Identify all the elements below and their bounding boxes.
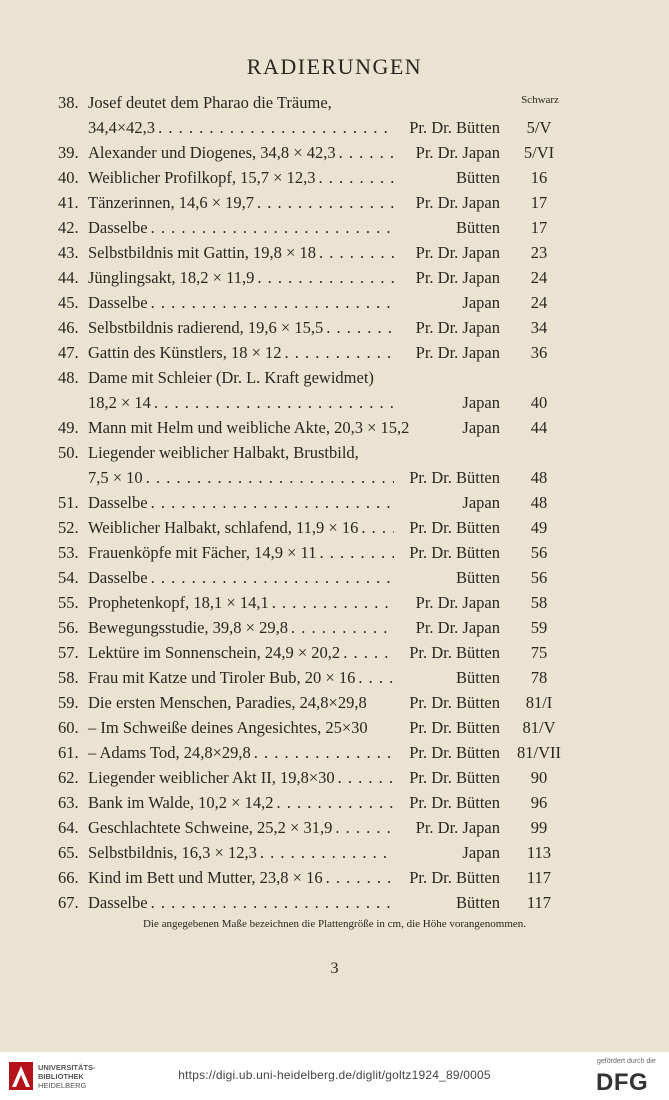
entry-leader: [88, 815, 394, 840]
entry-line: [0, 665, 669, 690]
entry-number: 41.: [58, 193, 79, 212]
entry-title: Mann mit Helm und weibliche Akte, 20,3 × 15,2: [88, 418, 410, 437]
entry-leader: [88, 690, 394, 715]
entry-price: 5/VI: [523, 143, 555, 162]
entry-line-continued: [0, 390, 669, 415]
entry-leader: [88, 840, 394, 865]
entry-print-type: Pr. Dr. Japan: [415, 243, 500, 262]
entry-title: Dasselbe: [88, 568, 148, 587]
entry-title: Dasselbe: [88, 293, 148, 312]
entry-print-type: Japan: [462, 493, 500, 512]
entry-print-type: Bütten: [456, 893, 500, 912]
entry-line: [0, 690, 669, 715]
leader-dots: [148, 290, 394, 315]
entry-price: 81/VII: [517, 743, 561, 762]
entry-title: Dasselbe: [88, 893, 148, 912]
entry-leader: [88, 415, 410, 440]
entry-line: [0, 415, 669, 440]
entry-title: Selbstbildnis mit Gattin, 19,8 × 18: [88, 243, 316, 262]
leader-dots: [274, 790, 395, 815]
entry-price: 90: [530, 768, 548, 787]
entry-line: [0, 890, 669, 915]
entry-leader: [88, 215, 394, 240]
entry-title: Dasselbe: [88, 493, 148, 512]
entry-line: [0, 140, 669, 165]
sponsor-label: gefördert durch die: [597, 1058, 656, 1065]
entry-title: Die ersten Menschen, Paradies, 24,8×29,8: [88, 693, 367, 712]
entry-line: [0, 165, 669, 190]
entry-title: Liegender weiblicher Akt II, 19,8×30: [88, 768, 335, 787]
leader-dots: [155, 115, 394, 140]
entry-number: 46.: [58, 318, 79, 337]
leader-dots: [148, 565, 394, 590]
entry-print-type: Pr. Dr. Bütten: [409, 468, 500, 487]
entry-line: [0, 865, 669, 890]
entry-number: 67.: [58, 893, 79, 912]
entry-number: 51.: [58, 493, 79, 512]
entry-print-type: Bütten: [456, 568, 500, 587]
entry-print-type: Pr. Dr. Bütten: [409, 768, 500, 787]
entry-print-type: Pr. Dr. Bütten: [409, 118, 500, 137]
entry-price: 44: [530, 418, 548, 437]
leader-dots: [332, 815, 394, 840]
entry-price: 48: [530, 493, 548, 512]
footnote: Die angegebenen Maße bezeichnen die Plattengröße in cm, die Höhe vorangenommen.: [142, 918, 527, 930]
leader-dots: [355, 665, 394, 690]
entry-price: 34: [530, 318, 548, 337]
leader-dots: [148, 490, 394, 515]
entry-print-type: Pr. Dr. Bütten: [409, 693, 500, 712]
leader-dots: [340, 640, 394, 665]
entry-leader: [88, 540, 394, 565]
entry-title: Lektüre im Sonnenschein, 24,9 × 20,2: [88, 643, 341, 662]
entry-number: 38.: [58, 93, 79, 112]
entry-price: 36: [530, 343, 548, 362]
leader-dots: [151, 390, 394, 415]
entry-print-type: Pr. Dr. Japan: [415, 593, 500, 612]
library-name: UNIVERSITÄTS- BIBLIOTHEK HEIDELBERG: [38, 1063, 96, 1090]
leader-dots: [269, 590, 394, 615]
entry-line: [0, 365, 669, 390]
entry-price: 48: [530, 468, 548, 487]
entry-leader: [88, 265, 394, 290]
entry-print-type: Pr. Dr. Bütten: [409, 543, 500, 562]
entry-price: 113: [526, 843, 552, 862]
leader-dots: [254, 190, 394, 215]
entry-print-type: Pr. Dr. Bütten: [409, 643, 500, 662]
entry-number: 64.: [58, 818, 79, 837]
leader-dots: [315, 165, 394, 190]
entry-title: Weiblicher Profilkopf, 15,7 × 12,3: [88, 168, 316, 187]
entry-price: 58: [530, 593, 548, 612]
entry-number: 65.: [58, 843, 79, 862]
entry-print-type: Pr. Dr. Japan: [415, 343, 500, 362]
entry-number: 39.: [58, 143, 79, 162]
entry-print-type: Pr. Dr. Japan: [415, 818, 500, 837]
entry-print-type: Bütten: [456, 168, 500, 187]
dfg-logo: DFG: [596, 1069, 649, 1096]
entry-title: Bewegungsstudie, 39,8 × 29,8: [88, 618, 288, 637]
entry-number: 66.: [58, 868, 79, 887]
entry-number: 49.: [58, 418, 79, 437]
entry-price: 56: [530, 568, 548, 587]
entry-price: 17: [530, 218, 548, 237]
leader-dots: [254, 265, 394, 290]
entry-number: 45.: [58, 293, 79, 312]
entry-line: [0, 190, 669, 215]
entry-price: 16: [530, 168, 548, 187]
entry-line: [0, 740, 669, 765]
entry-title: Kind im Bett und Mutter, 23,8 × 16: [88, 868, 323, 887]
entry-price: 40: [530, 393, 548, 412]
entry-title: Dame mit Schleier (Dr. L. Kraft gewidmet): [88, 368, 374, 387]
leader-dots: [288, 615, 394, 640]
entry-print-type: Japan: [462, 843, 500, 862]
entry-title: Jünglingsakt, 18,2 × 11,9: [88, 268, 255, 287]
entry-title: – Adams Tod, 24,8×29,8: [88, 743, 251, 762]
entry-title: Bank im Walde, 10,2 × 14,2: [88, 793, 274, 812]
entry-title: Josef deutet dem Pharao die Träume,: [88, 93, 332, 112]
entry-title: Selbstbildnis radierend, 19,6 × 15,5: [88, 318, 324, 337]
entry-leader: [88, 665, 394, 690]
entry-print-type: Pr. Dr. Japan: [415, 193, 500, 212]
entry-number: 43.: [58, 243, 79, 262]
entry-number: 57.: [58, 643, 79, 662]
entry-title: Selbstbildnis, 16,3 × 12,3: [88, 843, 257, 862]
leader-dots: [316, 240, 394, 265]
entry-print-type: Japan: [462, 393, 500, 412]
entry-leader: [88, 565, 394, 590]
entry-number: 59.: [58, 693, 79, 712]
entry-line: [0, 840, 669, 865]
entry-line-continued: [0, 465, 669, 490]
entry-leader: [88, 340, 394, 365]
entry-title: Weiblicher Halbakt, schlafend, 11,9 × 16: [88, 518, 359, 537]
entry-leader: [88, 515, 394, 540]
entry-price: 99: [530, 818, 548, 837]
entry-leader: [88, 465, 394, 490]
entry-dimensions: 34,4×42,3: [88, 118, 156, 137]
entry-title: Frau mit Katze und Tiroler Bub, 20 × 16: [88, 668, 356, 687]
entry-price: 81/V: [522, 718, 556, 737]
entry-title: Liegender weiblicher Halbakt, Brustbild,: [88, 443, 359, 462]
entry-leader: [88, 740, 394, 765]
permalink-url[interactable]: https://digi.ub.uni-heidelberg.de/diglit/goltz1924_89/0005: [178, 1068, 491, 1082]
entry-leader: [88, 865, 394, 890]
entry-number: 60.: [58, 718, 79, 737]
entry-number: 42.: [58, 218, 79, 237]
entry-title: Gattin des Künstlers, 18 × 12: [88, 343, 282, 362]
entry-leader: [88, 140, 394, 165]
price-column-header: Schwarz: [521, 94, 559, 106]
leader-dots: [143, 465, 394, 490]
entry-line: [0, 90, 669, 115]
entry-leader: [88, 240, 394, 265]
page-number: 3: [330, 960, 339, 977]
leader-dots: [257, 840, 394, 865]
entry-line: [0, 440, 669, 465]
entry-price: 56: [530, 543, 548, 562]
entry-price: 117: [526, 868, 552, 887]
entry-number: 61.: [58, 743, 79, 762]
entry-line: [0, 340, 669, 365]
entry-leader: [88, 715, 394, 740]
leader-dots: [336, 140, 394, 165]
entry-print-type: Pr. Dr. Bütten: [409, 793, 500, 812]
leader-dots: [251, 740, 394, 765]
entry-price: 23: [530, 243, 548, 262]
entry-leader: [88, 590, 394, 615]
entry-title: Geschlachtete Schweine, 25,2 × 31,9: [88, 818, 333, 837]
entry-number: 58.: [58, 668, 79, 687]
entry-number: 52.: [58, 518, 79, 537]
entry-price: 49: [530, 518, 548, 537]
entry-title: – Im Schweiße deines Angesichtes, 25×30: [88, 718, 368, 737]
entry-price: 96: [530, 793, 548, 812]
entry-leader: [88, 765, 394, 790]
entry-leader: [88, 790, 394, 815]
entry-number: 40.: [58, 168, 79, 187]
entry-line: [0, 215, 669, 240]
entry-print-type: Pr. Dr. Japan: [415, 268, 500, 287]
entry-number: 53.: [58, 543, 79, 562]
entry-number: 63.: [58, 793, 79, 812]
entry-line: [0, 240, 669, 265]
entry-print-type: Pr. Dr. Bütten: [409, 868, 500, 887]
entry-leader: [88, 290, 394, 315]
entry-number: 44.: [58, 268, 79, 287]
entry-print-type: Pr. Dr. Japan: [415, 143, 500, 162]
entry-number: 48.: [58, 368, 79, 387]
entry-title: Dasselbe: [88, 218, 148, 237]
leader-dots: [148, 215, 394, 240]
entry-number: 56.: [58, 618, 79, 637]
entry-leader: [88, 165, 394, 190]
leader-dots: [323, 315, 394, 340]
entry-print-type: Japan: [462, 418, 500, 437]
entry-price: 5/V: [526, 118, 552, 137]
entry-leader: [88, 390, 394, 415]
entry-title: Tänzerinnen, 14,6 × 19,7: [88, 193, 255, 212]
entry-print-type: Pr. Dr. Japan: [415, 618, 500, 637]
entry-line: [0, 540, 669, 565]
entry-price: 78: [530, 668, 548, 687]
entry-price: 81/I: [525, 693, 553, 712]
entry-dimensions: 7,5 × 10: [88, 468, 143, 487]
entry-line: [0, 815, 669, 840]
entry-line: [0, 790, 669, 815]
entry-line: [0, 715, 669, 740]
entry-price: 117: [526, 893, 552, 912]
entry-leader: [88, 640, 394, 665]
entry-print-type: Pr. Dr. Japan: [415, 318, 500, 337]
entry-dimensions: 18,2 × 14: [88, 393, 151, 412]
entry-line: [0, 490, 669, 515]
entry-print-type: Bütten: [456, 668, 500, 687]
entry-price: 24: [530, 268, 548, 287]
entry-price: 75: [530, 643, 548, 662]
entry-line: [0, 765, 669, 790]
entry-leader: [88, 490, 394, 515]
page-heading: RADIERUNGEN: [246, 54, 423, 79]
viewer-footer: [0, 1052, 669, 1100]
entry-line-continued: [0, 115, 669, 140]
entry-leader: [88, 890, 394, 915]
entry-price: 17: [530, 193, 548, 212]
entry-number: 54.: [58, 568, 79, 587]
entry-leader: [88, 315, 394, 340]
entry-price: 59: [530, 618, 548, 637]
entry-line: [0, 265, 669, 290]
entry-number: 47.: [58, 343, 79, 362]
entry-leader: [88, 190, 394, 215]
entry-print-type: Pr. Dr. Bütten: [409, 743, 500, 762]
entry-number: 50.: [58, 443, 79, 462]
entry-number: 55.: [58, 593, 79, 612]
entry-print-type: Pr. Dr. Bütten: [409, 518, 500, 537]
leader-dots: [323, 865, 394, 890]
entry-leader: [88, 615, 394, 640]
entry-price: 24: [530, 293, 548, 312]
entry-title: Frauenköpfe mit Fächer, 14,9 × 11: [88, 543, 317, 562]
leader-dots: [358, 515, 394, 540]
leader-dots: [335, 765, 394, 790]
leader-dots: [316, 540, 394, 565]
entry-line: [0, 615, 669, 640]
leader-dots: [282, 340, 394, 365]
entry-print-type: Japan: [462, 293, 500, 312]
entry-line: [0, 590, 669, 615]
entry-title: Alexander und Diogenes, 34,8 × 42,3: [88, 143, 336, 162]
entry-title: Prophetenkopf, 18,1 × 14,1: [88, 593, 269, 612]
entry-number: 62.: [58, 768, 79, 787]
entry-line: [0, 315, 669, 340]
entry-line: [0, 640, 669, 665]
entry-line: [0, 565, 669, 590]
leader-dots: [148, 890, 394, 915]
entry-print-type: Pr. Dr. Bütten: [409, 718, 500, 737]
entry-line: [0, 515, 669, 540]
entry-leader: [88, 115, 394, 140]
entry-print-type: Bütten: [456, 218, 500, 237]
entry-line: [0, 290, 669, 315]
